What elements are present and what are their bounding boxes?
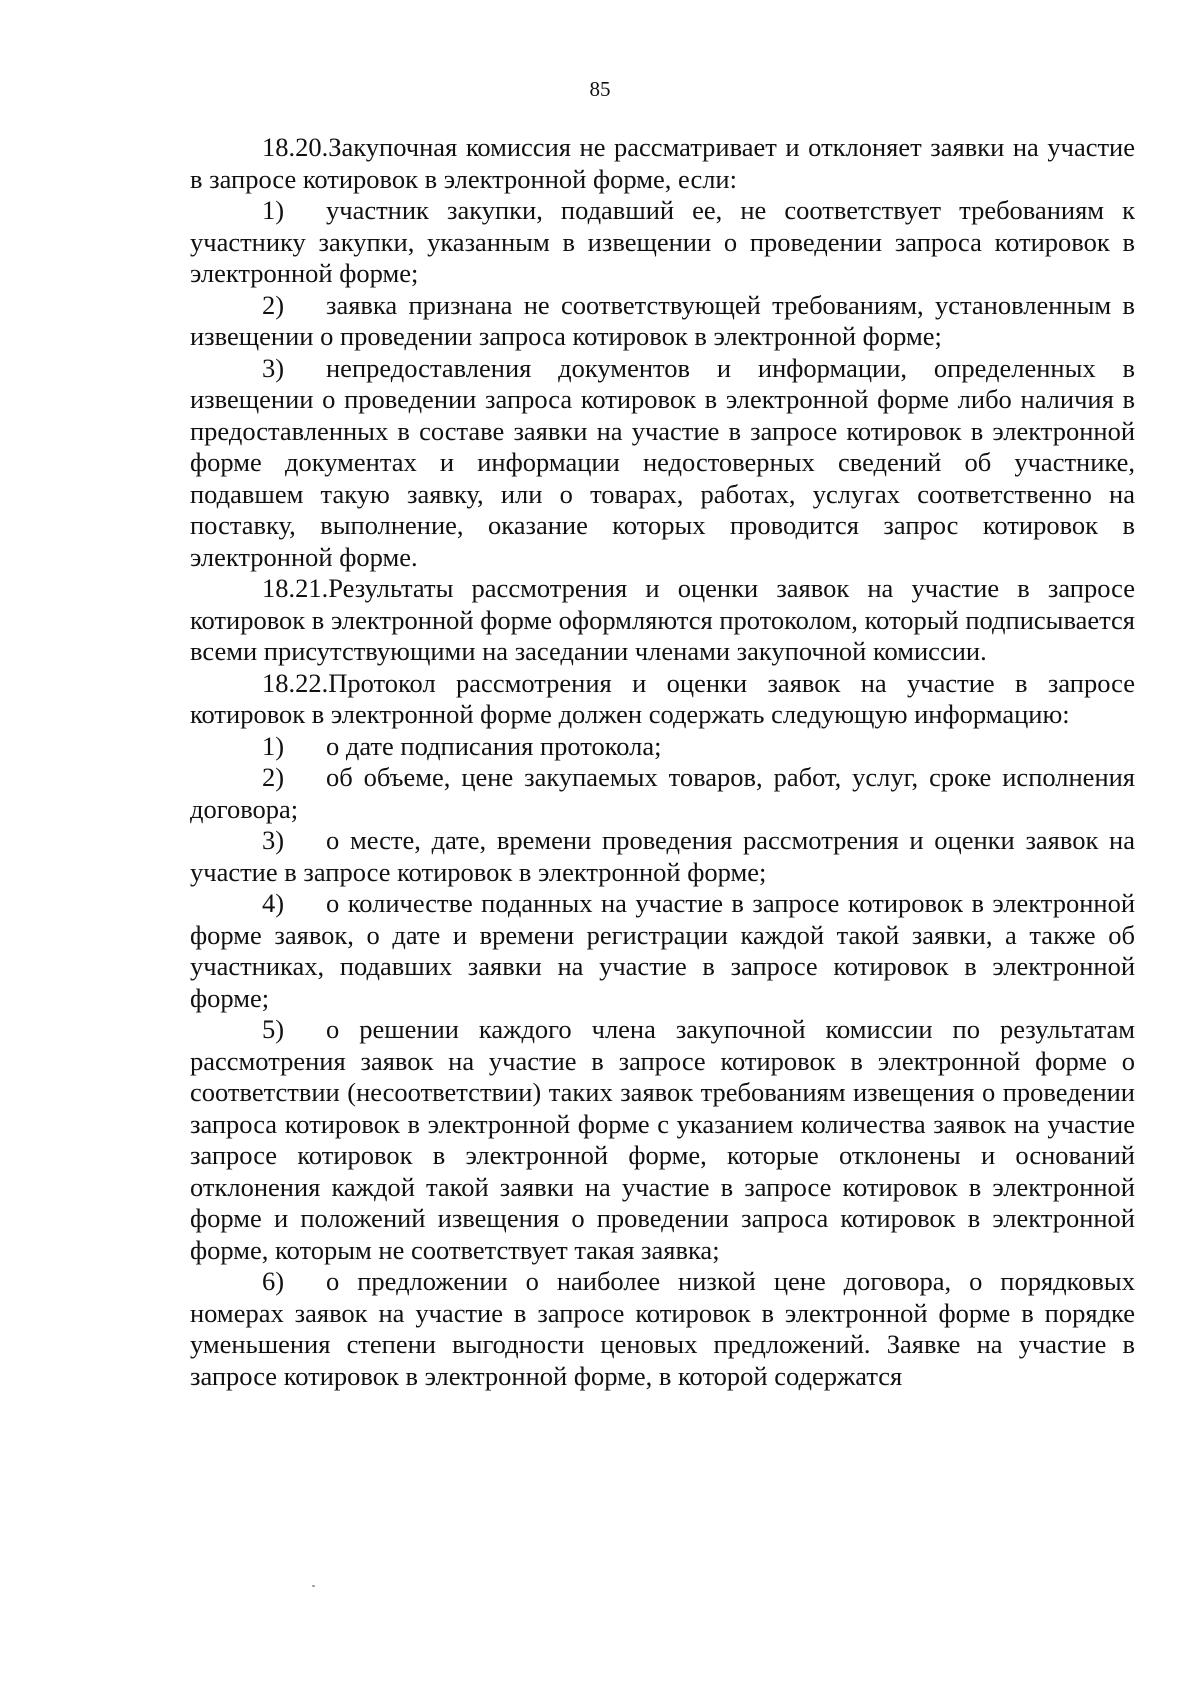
list-item-text: о месте, дате, времени проведения рассмотрения и оценки заявок на участие в запросе котировок в электронной форме; <box>190 825 1135 887</box>
list-item <box>190 762 1135 825</box>
item-number: 1) <box>262 195 285 225</box>
paragraph-18-20 <box>190 132 1135 195</box>
list-item <box>190 1014 1135 1266</box>
list-item <box>190 353 1135 574</box>
list-item <box>190 1266 1135 1392</box>
item-number: 4) <box>262 888 285 918</box>
list-item-text: о количестве поданных на участие в запросе котировок в электронной форме заявок, о дате и времени регистрации каждой такой заявки, а также об участниках, подавших заявки на участие в запросе котировок в электронной форме; <box>190 888 1135 1013</box>
item-number: 5) <box>262 1014 285 1044</box>
paragraph-text: 18.21.Результаты рассмотрения и оценки заявок на участие в запросе котировок в электронной форме оформляются протоколом, который подписывается всеми присутствующими на заседании членами закупочной комиссии. <box>190 573 1135 666</box>
list-item-text: о предложении о наиболее низкой цене договора, о порядковых номерах заявок на участие в запросе котировок в электронной форме в порядке уменьшения степени выгодности ценовых предложений. Заявке на участие в запросе котировок в электронной форме, в которой содержатся <box>190 1266 1135 1391</box>
list-item-text: участник закупки, подавший ее, не соответствует требованиям к участнику закупки, указанным в извещении о проведении запроса котировок в электронной форме; <box>190 195 1135 288</box>
page-number: 85 <box>589 77 611 101</box>
list-item-text: заявка признана не соответствующей требованиям, установленным в извещении о проведении запроса котировок в электронной форме; <box>190 289 1135 351</box>
paragraph-text: 18.22.Протокол рассмотрения и оценки заявок на участие в запросе котировок в электронной форме должен содержать следующую информацию: <box>190 667 1135 729</box>
list-item-text: о решении каждого члена закупочной комиссии по результатам рассмотрения заявок на участие в запросе котировок в электронной форме о соответствии (несоответствии) таких заявок требованиям извещения о проведении запроса котировок в электронной форме с указанием количества заявок на участие запросе котировок в электронной форме, которые отклонены и оснований отклонения каждой такой заявки на участие в запросе котировок в электронной форме и положений извещения о проведении запроса котировок в электронной форме, которым не соответствует такая заявка; <box>190 1014 1135 1265</box>
list-item-text: об объеме, цене закупаемых товаров, работ, услуг, сроке исполнения договора; <box>190 762 1135 824</box>
list-item-text: о дате подписания протокола; <box>326 730 662 761</box>
list-item <box>190 825 1135 888</box>
item-number: 6) <box>262 1266 285 1296</box>
item-number: 1) <box>262 730 285 761</box>
paragraph-18-21 <box>190 573 1135 668</box>
list-item <box>190 888 1135 1014</box>
item-number: 2) <box>262 289 285 320</box>
scan-artifact <box>312 1585 315 1587</box>
list-item <box>190 195 1135 290</box>
item-number: 2) <box>262 762 285 792</box>
list-item <box>190 290 1135 353</box>
item-number: 3) <box>262 825 285 855</box>
item-number: 3) <box>262 352 285 383</box>
paragraph-18-22 <box>190 668 1135 731</box>
paragraph-text: 18.20.Закупочная комиссия не рассматривает и отклоняет заявки на участие в запросе котировок в электронной форме, если: <box>190 132 1135 194</box>
list-item-text: непредоставления документов и информации, определенных в извещении о проведении запроса котировок в электронной форме либо наличия в предоставленных в составе заявки на участие в запросе котировок в электронной форме документах и информации недостоверных сведений об участнике, подавшем такую заявку, или о товарах, работах, услугах соответственно на поставку, выполнение, оказание которых проводится запрос котировок в электронной форме. <box>190 352 1135 572</box>
document-body <box>190 132 1135 1392</box>
list-item <box>190 731 1135 763</box>
